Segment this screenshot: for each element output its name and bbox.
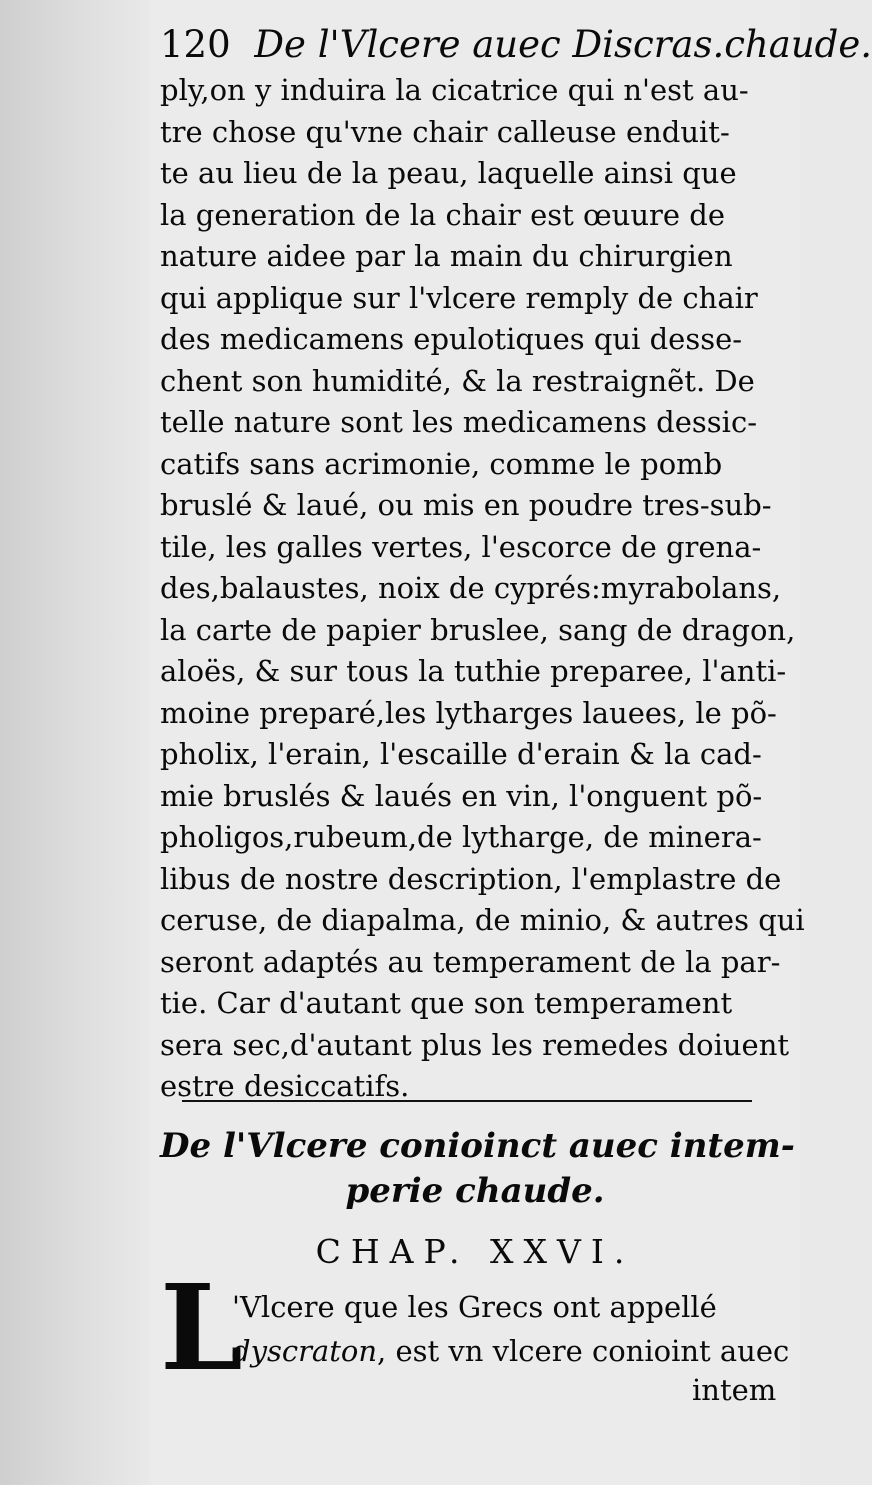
text-line: pholigos,rubeum,de lytharge, de minera- <box>160 820 762 854</box>
chapter-number: XXVI. <box>490 1232 635 1271</box>
chapter-heading <box>160 1232 790 1272</box>
text-line: libus de nostre description, l'emplastre de <box>160 861 782 896</box>
text-line: 'Vlcere que les Grecs ont appellé <box>232 1290 717 1324</box>
chapter-word: CHAP. <box>315 1232 470 1271</box>
text-fragment: , est vn vlcere conioint auec <box>377 1334 790 1368</box>
text-line: qui applique sur l'vlcere remply de chair <box>160 280 758 315</box>
drop-cap: L <box>160 1258 243 1397</box>
text-line: seront adaptés au temperament de la par- <box>160 944 781 979</box>
text-line: aloës, & sur tous la tuthie preparee, l'anti- <box>160 654 787 688</box>
section-divider <box>182 1100 752 1102</box>
text-line: ply,on y induira la cicatrice qui n'est au- <box>160 73 749 107</box>
text-line: la carte de papier bruslee, sang de dragon, <box>160 612 796 647</box>
text-line: des,balaustes, noix de cyprés:myrabolans, <box>160 571 782 605</box>
text-line: tie. Car d'autant que son temperament <box>160 986 733 1020</box>
text-line: estre desiccatifs. <box>160 1069 410 1103</box>
section-title-line: De l'Vlcere conioinct auec intem- <box>160 1126 795 1166</box>
text-line: catifs sans acrimonie, comme le pomb <box>160 446 723 481</box>
page-gutter <box>0 0 150 1485</box>
text-line: telle nature sont les medicamens dessic- <box>160 405 757 439</box>
text-line: moine preparé,les lytharges lauees, le põ- <box>160 695 777 730</box>
text-line: nature aidee par la main du chirurgien <box>160 239 733 273</box>
text-line: tre chose qu'vne chair calleuse enduit- <box>160 114 730 149</box>
chapter-paragraph <box>232 1285 788 1373</box>
italic-term: dyscraton <box>232 1334 378 1368</box>
text-line: des medicamens epulotiques qui desse- <box>160 322 743 356</box>
catchword: intem <box>692 1373 777 1407</box>
text-line: la generation de la chair est œuure de <box>160 197 725 232</box>
section-title-line: perie chaude. <box>345 1171 605 1211</box>
page-number: 120 <box>160 23 231 66</box>
section-title <box>160 1124 795 1214</box>
text-line: sera sec,d'autant plus les remedes doiuent <box>160 1027 790 1062</box>
text-line: tile, les galles vertes, l'escorce de grena- <box>160 529 762 564</box>
running-title: De l'Vlcere auec Discras.chaude. <box>254 23 872 66</box>
text-line: bruslé & laué, ou mis en poudre tres-sub- <box>160 488 772 522</box>
running-header <box>160 22 872 68</box>
text-line: pholix, l'erain, l'escaille d'erain & la cad- <box>160 737 762 771</box>
text-line: mie bruslés & laués en vin, l'onguent põ- <box>160 778 763 813</box>
text-line: te au lieu de la peau, laquelle ainsi que <box>160 156 737 190</box>
text-line: ceruse, de diapalma, de minio, & autres qui <box>160 903 805 937</box>
text-line: chent son humidité, & la restraignẽt. De <box>160 363 755 398</box>
text-line <box>232 1329 788 1373</box>
main-paragraph <box>160 70 805 1108</box>
